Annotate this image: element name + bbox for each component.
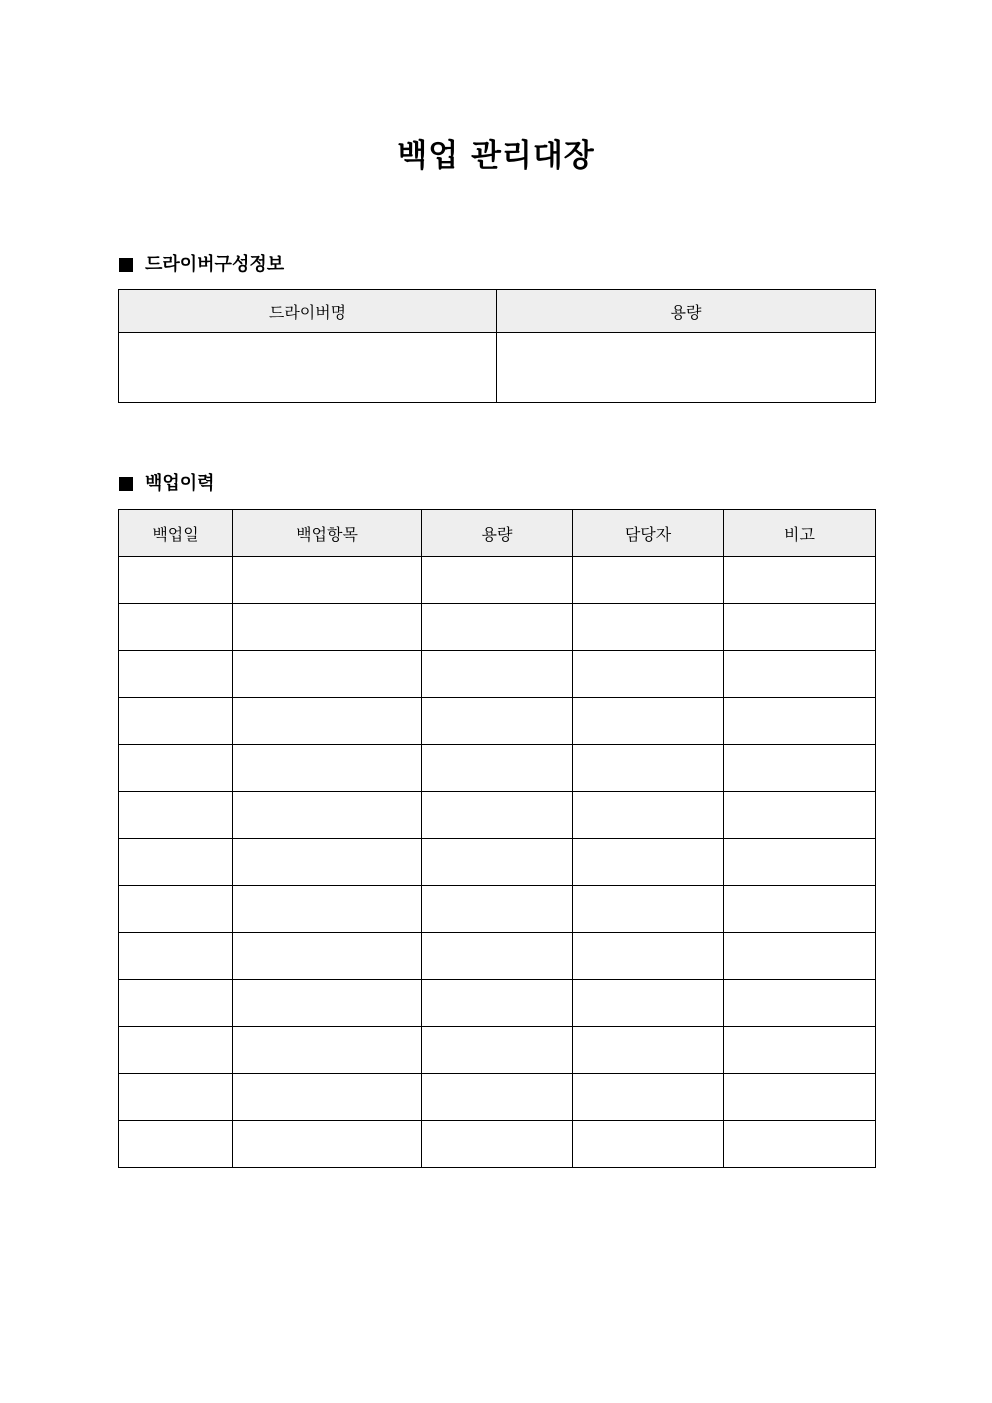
remarks-cell[interactable] [724, 651, 876, 698]
remarks-cell[interactable] [724, 1121, 876, 1168]
remarks-cell[interactable] [724, 792, 876, 839]
backup-date-cell[interactable] [119, 557, 233, 604]
backup-date-cell[interactable] [119, 1027, 233, 1074]
backup-date-cell[interactable] [119, 604, 233, 651]
table-row [119, 557, 876, 604]
backup-section-title: 백업이력 [145, 473, 215, 494]
column-header-capacity: 용량 [422, 510, 573, 557]
drive-section-title: 드라이버구성정보 [145, 254, 285, 275]
backup-date-cell[interactable] [119, 1121, 233, 1168]
drive-table-header-row [119, 290, 876, 333]
remarks-cell[interactable] [724, 698, 876, 745]
backup-item-cell[interactable] [233, 651, 422, 698]
capacity-cell[interactable] [422, 886, 573, 933]
backup-date-cell[interactable] [119, 839, 233, 886]
table-row [119, 333, 876, 403]
drive-name-cell[interactable] [119, 333, 497, 403]
capacity-cell[interactable] [422, 604, 573, 651]
column-header-capacity: 용량 [497, 290, 876, 333]
backup-item-cell[interactable] [233, 1121, 422, 1168]
backup-item-cell[interactable] [233, 839, 422, 886]
table-row [119, 1027, 876, 1074]
capacity-cell[interactable] [422, 980, 573, 1027]
backup-date-cell[interactable] [119, 933, 233, 980]
backup-table-header-row [119, 510, 876, 557]
remarks-cell[interactable] [724, 980, 876, 1027]
table-row [119, 1121, 876, 1168]
table-row [119, 1074, 876, 1121]
remarks-cell[interactable] [724, 1074, 876, 1121]
table-row [119, 604, 876, 651]
backup-item-cell[interactable] [233, 933, 422, 980]
backup-item-cell[interactable] [233, 604, 422, 651]
remarks-cell[interactable] [724, 557, 876, 604]
drive-config-table [118, 289, 876, 403]
capacity-cell[interactable] [422, 651, 573, 698]
page-title: 백업 관리대장 [397, 138, 595, 174]
remarks-cell[interactable] [724, 1027, 876, 1074]
column-header-drive-name: 드라이버명 [119, 290, 497, 333]
table-row [119, 651, 876, 698]
capacity-cell[interactable] [422, 1074, 573, 1121]
square-bullet-icon [119, 258, 133, 272]
backup-item-cell[interactable] [233, 980, 422, 1027]
remarks-cell[interactable] [724, 933, 876, 980]
backup-item-cell[interactable] [233, 792, 422, 839]
backup-item-cell[interactable] [233, 1027, 422, 1074]
column-header-backup-item: 백업항목 [233, 510, 422, 557]
capacity-cell[interactable] [422, 933, 573, 980]
square-bullet-icon [119, 477, 133, 491]
backup-date-cell[interactable] [119, 980, 233, 1027]
backup-section-heading [119, 472, 215, 496]
backup-item-cell[interactable] [233, 557, 422, 604]
manager-cell[interactable] [573, 792, 724, 839]
column-header-remarks: 비고 [724, 510, 876, 557]
remarks-cell[interactable] [724, 886, 876, 933]
backup-history-table [118, 509, 876, 1168]
capacity-cell[interactable] [422, 1027, 573, 1074]
manager-cell[interactable] [573, 698, 724, 745]
table-row [119, 933, 876, 980]
table-row [119, 980, 876, 1027]
table-row [119, 839, 876, 886]
capacity-cell[interactable] [422, 792, 573, 839]
manager-cell[interactable] [573, 933, 724, 980]
manager-cell[interactable] [573, 1027, 724, 1074]
capacity-cell[interactable] [422, 745, 573, 792]
backup-item-cell[interactable] [233, 1074, 422, 1121]
table-row [119, 745, 876, 792]
capacity-cell[interactable] [422, 557, 573, 604]
table-row [119, 698, 876, 745]
drive-section-heading [119, 253, 284, 277]
backup-date-cell[interactable] [119, 1074, 233, 1121]
capacity-cell[interactable] [497, 333, 876, 403]
manager-cell[interactable] [573, 980, 724, 1027]
backup-date-cell[interactable] [119, 698, 233, 745]
manager-cell[interactable] [573, 651, 724, 698]
capacity-cell[interactable] [422, 1121, 573, 1168]
column-header-backup-date: 백업일 [119, 510, 233, 557]
remarks-cell[interactable] [724, 745, 876, 792]
manager-cell[interactable] [573, 839, 724, 886]
backup-item-cell[interactable] [233, 886, 422, 933]
table-row [119, 886, 876, 933]
remarks-cell[interactable] [724, 604, 876, 651]
manager-cell[interactable] [573, 745, 724, 792]
table-row [119, 792, 876, 839]
backup-table-body [119, 557, 876, 1168]
manager-cell[interactable] [573, 1121, 724, 1168]
backup-date-cell[interactable] [119, 792, 233, 839]
backup-item-cell[interactable] [233, 698, 422, 745]
column-header-manager: 담당자 [573, 510, 724, 557]
manager-cell[interactable] [573, 557, 724, 604]
capacity-cell[interactable] [422, 839, 573, 886]
backup-date-cell[interactable] [119, 745, 233, 792]
capacity-cell[interactable] [422, 698, 573, 745]
manager-cell[interactable] [573, 604, 724, 651]
backup-date-cell[interactable] [119, 651, 233, 698]
backup-date-cell[interactable] [119, 886, 233, 933]
manager-cell[interactable] [573, 1074, 724, 1121]
remarks-cell[interactable] [724, 839, 876, 886]
manager-cell[interactable] [573, 886, 724, 933]
backup-item-cell[interactable] [233, 745, 422, 792]
